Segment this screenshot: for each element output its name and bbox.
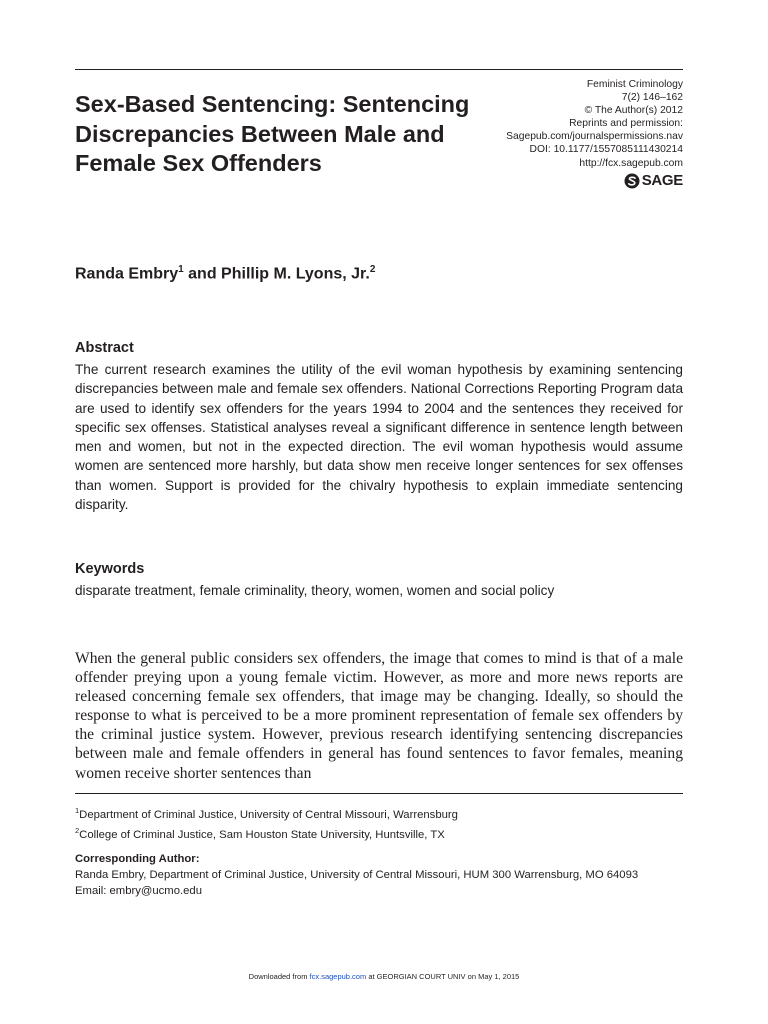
sage-wordmark: SAGE <box>641 172 683 190</box>
corresponding-author <box>75 851 683 899</box>
sage-logo <box>506 173 683 189</box>
download-prefix: Downloaded from <box>248 972 310 981</box>
abstract-heading: Abstract <box>75 340 134 356</box>
corresponding-label: Corresponding Author: <box>75 853 200 865</box>
affiliation-text: Department of Criminal Justice, University of Central Missouri, Warrensburg <box>79 808 458 821</box>
top-rule <box>75 69 683 70</box>
author-name: Randa Embry <box>75 265 179 283</box>
author-affiliation-mark: 2 <box>369 264 376 275</box>
author-line <box>75 264 375 283</box>
permissions-link[interactable]: Sagepub.com/journalspermissions.nav <box>506 131 683 143</box>
author-name: Phillip M. Lyons, Jr. <box>221 265 370 283</box>
keywords-text: disparate treatment, female criminality, theory, women, women and social policy <box>75 583 555 598</box>
doi: DOI: 10.1177/1557085111430214 <box>529 144 683 156</box>
author-joiner: and <box>183 265 222 283</box>
affiliation-text: College of Criminal Justice, Sam Houston State University, Huntsville, TX <box>79 828 445 841</box>
copyright: © The Author(s) 2012 <box>584 105 683 117</box>
volume-issue: 7(2) 146–162 <box>621 92 683 104</box>
corresponding-address: Randa Embry, Department of Criminal Justice, University of Central Missouri, HUM 300 Warrensburg, MO 64093 <box>75 869 639 881</box>
journal-site-link[interactable]: http://fcx.sagepub.com <box>579 157 683 169</box>
author-affiliation-mark: 1 <box>178 264 184 275</box>
affiliation-mark: 1 <box>75 806 80 815</box>
affiliations <box>75 803 458 843</box>
journal-meta <box>506 78 683 189</box>
reprints-label: Reprints and permission: <box>569 118 683 130</box>
article-title: Sex-Based Sentencing: Sentencing Discrepancies Between Male and Female Sex Offenders <box>75 91 470 176</box>
affiliation-item <box>75 823 458 843</box>
download-site-link[interactable]: fcx.sagepub.com <box>309 972 367 981</box>
journal-name: Feminist Criminology <box>586 79 683 90</box>
keywords-heading: Keywords <box>75 561 145 577</box>
sage-s-icon <box>624 173 640 189</box>
download-suffix: at GEORGIAN COURT UNIV on May 1, 2015 <box>366 972 520 981</box>
corresponding-email[interactable]: Email: embry@ucmo.edu <box>75 885 202 897</box>
download-notice <box>0 972 768 981</box>
affiliation-item <box>75 803 458 823</box>
abstract-text: The current research examines the utility of the evil woman hypothesis by examining sentencing discrepancies between male and female sex offenders. National Corrections Reporting Program data are used to identify sex offenders for the years 1994 to 2004 and the sentences they received for specific sex offenses. Statistical analyses reveal a significant difference in sentence length between men and women, but not in the expected direction. The evil woman hypothesis would assume women are sentenced more harshly, but data show men receive longer sentences for sex offenses than women. Support is provided for the chivalry hypothesis to explain immediate sentencing disparity. <box>75 362 683 513</box>
body-paragraph: When the general public considers sex offenders, the image that comes to mind is that of a male offender preying upon a young female victim. However, as more and more news reports are released concerning female sex offenders, that image may be changing. Ideally, so should the response to what is perceived to be a more prominent representation of female sex offenders by the criminal justice system. However, previous research identifying sentencing discrepancies between male and female offenders in general has found sentences to favor females, meaning women receive shorter sentences than <box>75 650 683 782</box>
footnote-rule <box>75 793 683 794</box>
affiliation-mark: 2 <box>75 825 80 835</box>
